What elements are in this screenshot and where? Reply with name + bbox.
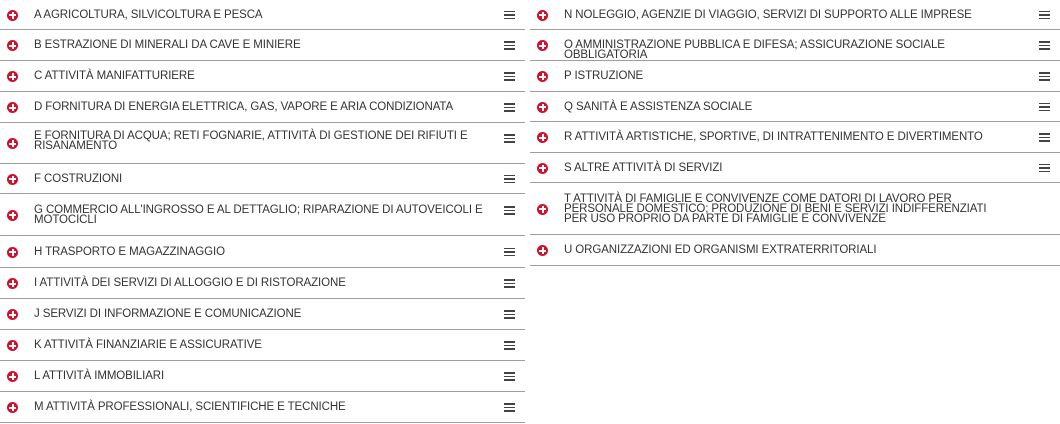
section-label: J SERVIZI DI INFORMAZIONE E COMUNICAZIONE [34, 308, 302, 320]
hamburger-menu-icon[interactable] [1039, 41, 1050, 50]
hamburger-menu-icon[interactable] [1039, 11, 1050, 20]
plus-circle-icon[interactable] [7, 247, 18, 258]
plus-circle-icon[interactable] [537, 132, 548, 143]
hamburger-menu-icon[interactable] [1039, 103, 1050, 112]
section-label: P ISTRUZIONE [564, 70, 644, 82]
plus-circle-icon[interactable] [537, 102, 548, 113]
section-label: N NOLEGGIO, AGENZIE DI VIAGGIO, SERVIZI DI SUPPORTO ALLE IMPRESE [564, 9, 972, 21]
plus-circle-icon[interactable] [7, 174, 18, 185]
hamburger-menu-icon[interactable] [504, 206, 515, 215]
plus-circle-icon[interactable] [7, 402, 18, 413]
section-row-e[interactable] [0, 123, 525, 164]
hamburger-menu-icon[interactable] [504, 248, 515, 257]
section-row-c[interactable] [0, 61, 525, 92]
plus-circle-icon[interactable] [537, 40, 548, 51]
sections-column-left [0, 0, 525, 423]
section-label: D FORNITURA DI ENERGIA ELETTRICA, GAS, VAPORE E ARIA CONDIZIONATA [34, 101, 454, 113]
section-row-d[interactable] [0, 92, 525, 123]
hamburger-menu-icon[interactable] [504, 72, 515, 81]
hamburger-menu-icon[interactable] [1039, 133, 1050, 142]
section-label: C ATTIVITÀ MANIFATTURIERE [34, 70, 195, 82]
section-row-o[interactable] [530, 30, 1060, 61]
section-label: L ATTIVITÀ IMMOBILIARI [34, 370, 165, 382]
section-label: S ALTRE ATTIVITÀ DI SERVIZI [564, 162, 723, 174]
plus-circle-icon[interactable] [7, 71, 18, 82]
hamburger-menu-icon[interactable] [504, 279, 515, 288]
section-row-j[interactable] [0, 299, 525, 330]
plus-circle-icon[interactable] [537, 245, 548, 256]
plus-circle-icon[interactable] [537, 10, 548, 21]
section-row-t[interactable] [530, 183, 1060, 235]
section-label: Q SANITÀ E ASSISTENZA SOCIALE [564, 101, 753, 113]
section-label: B ESTRAZIONE DI MINERALI DA CAVE E MINIERE [34, 39, 301, 51]
section-row-g[interactable] [0, 194, 525, 236]
plus-circle-icon[interactable] [7, 278, 18, 289]
section-label: F COSTRUZIONI [34, 173, 123, 185]
hamburger-menu-icon[interactable] [504, 341, 515, 350]
section-row-s[interactable] [530, 153, 1060, 183]
section-label: U ORGANIZZAZIONI ED ORGANISMI EXTRATERRITORIALI [564, 244, 877, 256]
section-row-n[interactable] [530, 0, 1060, 30]
section-label: I ATTIVITÀ DEI SERVIZI DI ALLOGGIO E DI RISTORAZIONE [34, 277, 346, 289]
sections-column-right [530, 0, 1060, 266]
hamburger-menu-icon[interactable] [504, 134, 515, 143]
hamburger-menu-icon[interactable] [504, 372, 515, 381]
plus-circle-icon[interactable] [7, 340, 18, 351]
plus-circle-icon[interactable] [537, 71, 548, 82]
hamburger-menu-icon[interactable] [1039, 72, 1050, 81]
section-row-i[interactable] [0, 268, 525, 299]
plus-circle-icon[interactable] [7, 371, 18, 382]
hamburger-menu-icon[interactable] [504, 11, 515, 20]
section-label: G COMMERCIO ALL'INGROSSO E AL DETTAGLIO; RIPARAZIONE DI AUTOVEICOLI E MOTOCICLI [34, 204, 483, 226]
section-label: A AGRICOLTURA, SILVICOLTURA E PESCA [34, 9, 263, 21]
section-row-r[interactable] [530, 122, 1060, 153]
hamburger-menu-icon[interactable] [504, 41, 515, 50]
section-row-a[interactable] [0, 0, 525, 30]
section-row-k[interactable] [0, 330, 525, 361]
plus-circle-icon[interactable] [7, 138, 18, 149]
section-label: E FORNITURA DI ACQUA; RETI FOGNARIE, ATTIVITÀ DI GESTIONE DEI RIFIUTI E RISANAMENTO [34, 130, 468, 152]
section-label: R ATTIVITÀ ARTISTICHE, SPORTIVE, DI INTRATTENIMENTO E DIVERTIMENTO [564, 131, 983, 143]
plus-circle-icon[interactable] [7, 210, 18, 221]
hamburger-menu-icon[interactable] [504, 175, 515, 184]
section-label: H TRASPORTO E MAGAZZINAGGIO [34, 246, 225, 258]
section-row-b[interactable] [0, 30, 525, 61]
plus-circle-icon[interactable] [7, 40, 18, 51]
plus-circle-icon[interactable] [7, 309, 18, 320]
hamburger-menu-icon[interactable] [1039, 164, 1050, 173]
section-row-u[interactable] [530, 235, 1060, 266]
plus-circle-icon[interactable] [7, 10, 18, 21]
section-row-l[interactable] [0, 361, 525, 392]
hamburger-menu-icon[interactable] [504, 403, 515, 412]
section-row-f[interactable] [0, 164, 525, 194]
section-row-p[interactable] [530, 61, 1060, 92]
plus-circle-icon[interactable] [7, 102, 18, 113]
section-row-q[interactable] [530, 92, 1060, 122]
section-label: M ATTIVITÀ PROFESSIONALI, SCIENTIFICHE E TECNICHE [34, 401, 346, 413]
hamburger-menu-icon[interactable] [504, 310, 515, 319]
plus-circle-icon[interactable] [537, 204, 548, 215]
section-row-h[interactable] [0, 236, 525, 268]
section-label: K ATTIVITÀ FINANZIARIE E ASSICURATIVE [34, 339, 262, 351]
section-label: O AMMINISTRAZIONE PUBBLICA E DIFESA; ASSICURAZIONE SOCIALE OBBLIGATORIA [564, 39, 945, 61]
section-row-m[interactable] [0, 392, 525, 423]
hamburger-menu-icon[interactable] [504, 103, 515, 112]
plus-circle-icon[interactable] [537, 163, 548, 174]
section-label: T ATTIVITÀ DI FAMIGLIE E CONVIVENZE COME DATORI DI LAVORO PER PERSONALE DOMESTICO; PRODUZIONE DI BENI E SERVIZI INDIFFERENZIATI PER USO PROPRIO DA PARTE DI FAMIGLIE E CONVIVENZE [564, 193, 987, 225]
